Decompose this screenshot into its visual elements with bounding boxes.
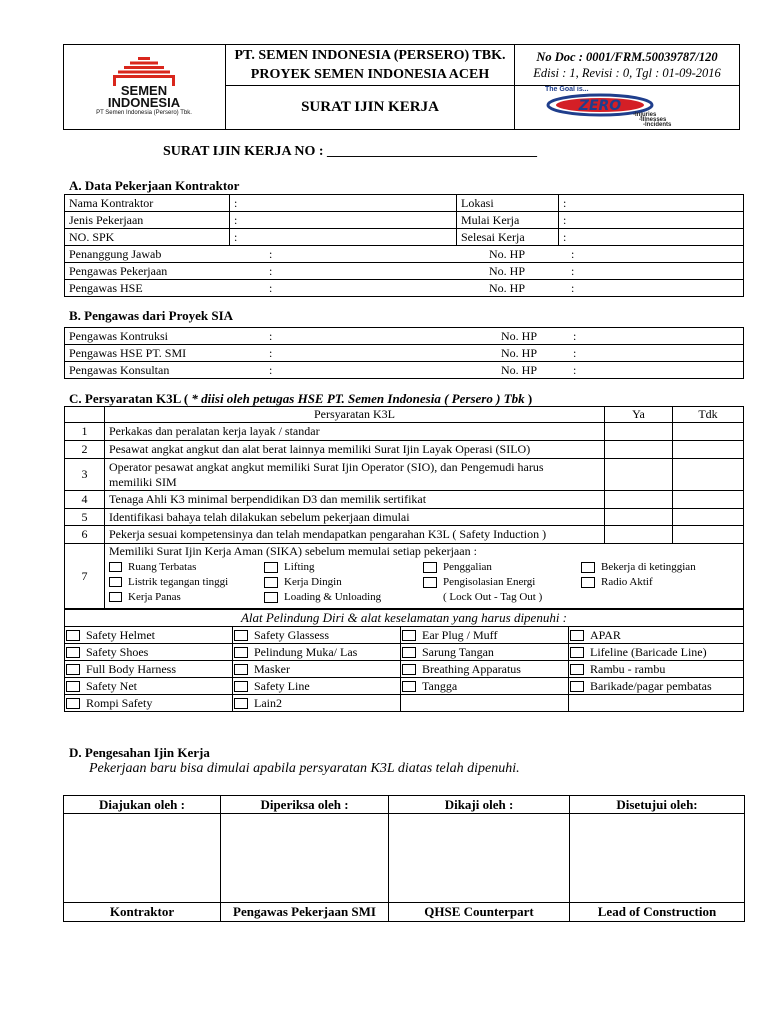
signature-box-qhse[interactable] [389,814,570,903]
approval-head-disetujui: Disetujui oleh: [570,796,745,814]
col-header-ya: Ya [605,407,673,423]
field-no-hp-hse[interactable]: : [571,280,575,295]
label-no-spk: NO. SPK [65,229,230,246]
option-lock-out-tag-out: ( Lock Out - Tag Out ) [443,591,543,603]
table-row [65,212,744,229]
label-pengawas-kontruksi: Pengawas Kontruksi [69,328,168,343]
table-row [65,362,744,379]
approval-head-diajukan: Diajukan oleh : [64,796,221,814]
section-c-table [64,406,744,610]
apd-full-body-harness[interactable]: Full Body Harness [65,661,233,678]
sika-col-2 [264,560,381,605]
check-ya[interactable] [605,459,673,491]
option-radio-aktif[interactable]: Radio Aktif [581,575,696,590]
apd-lain2[interactable]: Lain2 [233,695,401,712]
apd-rompi-safety[interactable]: Rompi Safety [65,695,233,712]
option-kerja-dingin[interactable]: Kerja Dingin [264,575,381,590]
check-ya[interactable] [605,509,673,526]
item-number: 1 [65,423,105,441]
field-nama-kontraktor[interactable]: : [230,195,457,212]
check-ya[interactable] [605,526,673,544]
item-number: 2 [65,441,105,459]
semen-indonesia-logo [64,45,225,129]
field-selesai-kerja[interactable]: : [559,229,744,246]
signature-row [64,814,745,903]
option-lifting[interactable]: Lifting [264,560,381,575]
approval-head-dikaji: Dikaji oleh : [389,796,570,814]
check-ya[interactable] [605,441,673,459]
item-text-line2: memiliki SIM [109,474,177,489]
label-no-hp-pj: No. HP [489,246,526,261]
checkbox[interactable] [109,577,122,587]
field-no-spk[interactable]: : [230,229,457,246]
permit-number-line[interactable]: SURAT IJIN KERJA NO : ______________________________ [163,144,538,159]
item-text-line1: Operator pesawat angkat angkut memiliki Surat Ijin Operator (SIO), dan Pengemudi harus [109,459,544,474]
table-row [65,509,744,526]
checkbox[interactable] [570,647,584,658]
label-no-hp-kontruksi: No. HP [501,328,538,343]
col-header-requirement: Persyaratan K3L [105,407,605,423]
section-b-table [64,327,744,379]
checkbox[interactable] [234,664,248,675]
company-name: PT. SEMEN INDONESIA (PERSERO) TBK. [234,48,506,64]
label-no-hp-hse: No. HP [489,280,526,295]
item-text: Pesawat angkat angkut dan alat berat lainnya memiliki Surat Ijin Layak Operasi (SILO) [105,441,605,459]
field-no-hp-pp[interactable]: : [571,263,575,278]
apd-title: Alat Pelindung Diri & alat keselamatan yang harus dipenuhi : [65,609,744,627]
company-logo-cell [64,45,226,130]
apd-safety-helmet[interactable]: Safety Helmet [65,627,233,644]
checkbox[interactable] [234,647,248,658]
table-header-row [65,407,744,423]
apd-ear-plug[interactable]: Ear Plug / Muff [401,627,569,644]
option-listrik-tegangan-tinggi[interactable]: Listrik tegangan tinggi [109,575,228,590]
table-row [65,526,744,544]
item-number: 3 [65,459,105,491]
signature-box-lead[interactable] [570,814,745,903]
checkbox[interactable] [402,647,416,658]
check-tdk[interactable] [673,423,744,441]
field-lokasi[interactable]: : [559,195,744,212]
field-no-hp-pj[interactable]: : [571,246,575,261]
table-row [65,263,744,280]
logo-wordmark [64,85,224,118]
approval-table [63,795,745,922]
check-tdk[interactable] [673,441,744,459]
item-number: 7 [65,544,105,610]
table-row [65,280,744,297]
apd-title-row [65,609,744,627]
checkbox[interactable] [234,630,248,641]
checkbox[interactable] [581,562,595,573]
field-pengawas-hse-smi[interactable]: : [269,345,273,360]
option-bekerja-ketinggian[interactable]: Bekerja di ketinggian [581,560,696,575]
apd-pelindung-muka[interactable]: Pelindung Muka/ Las [233,644,401,661]
doc-edition: Edisi : 1, Revisi : 0, Tgl : 01-09-2016 [533,66,721,81]
role-qhse-counterpart: QHSE Counterpart [389,903,570,922]
apd-sarung-tangan[interactable]: Sarung Tangan [401,644,569,661]
check-tdk[interactable] [673,509,744,526]
zero-items [633,113,671,128]
item-number: 4 [65,491,105,509]
label-lokasi: Lokasi [457,195,559,212]
table-row [65,441,744,459]
approval-role-row [64,903,745,922]
label-no-hp-pp: No. HP [489,263,526,278]
document-header [63,44,740,130]
section-a-title: A. Data Pekerjaan Kontraktor [69,178,240,193]
zero-item-injuries: -Injuries [633,112,657,119]
checkbox[interactable] [66,681,80,692]
section-c-title-note: * diisi oleh petugas HSE PT. Semen Indonesia ( Persero ) Tbk [191,391,525,406]
field-no-hp-kontruksi[interactable]: : [573,328,577,343]
table-row [65,459,744,491]
item-text: Tenaga Ahli K3 minimal berpendidikan D3 dan memilik sertifikat [105,491,605,509]
checkbox[interactable] [66,664,80,675]
check-tdk[interactable] [673,491,744,509]
checkbox[interactable] [402,681,416,692]
item-text: Pekerja sesuai kompetensinya dan telah mendapatkan pengarahan K3L ( Safety Induction ) [105,526,605,544]
label-pengawas-konsultan: Pengawas Konsultan [69,362,170,377]
checkbox[interactable] [402,630,416,641]
option-pengisolasian-energi[interactable]: Pengisolasian Energi [423,575,542,590]
apd-apar[interactable]: APAR [569,627,744,644]
table-row [65,195,744,212]
label-pengawas-hse: Pengawas HSE [69,280,143,295]
label-mulai-kerja: Mulai Kerja [457,212,559,229]
section-c-title [69,391,532,407]
apd-safety-shoes[interactable]: Safety Shoes [65,644,233,661]
header-doc-cell [515,45,740,86]
apd-safety-net[interactable]: Safety Net [65,678,233,695]
checkbox[interactable] [423,562,437,573]
approval-header-row [64,796,745,814]
table-row [65,423,744,441]
header-title-cell [226,45,515,86]
logo-text-indonesia: INDONESIA [107,95,181,110]
label-pengawas-pekerjaan: Pengawas Pekerjaan [69,263,168,278]
option-loading-unloading[interactable]: Loading & Unloading [264,590,381,605]
table-row [65,678,744,695]
option-kerja-panas[interactable]: Kerja Panas [109,590,228,605]
checkbox[interactable] [402,664,416,675]
checkbox[interactable] [109,592,122,602]
form-title: SURAT IJIN KERJA [226,86,515,130]
section-c-title-end: ) [524,391,533,406]
apd-safety-glassess[interactable]: Safety Glassess [233,627,401,644]
logo-text-semen: SEMEN [120,83,168,98]
field-pengawas-pekerjaan[interactable]: : [269,263,273,278]
field-jenis-pekerjaan[interactable]: : [230,212,457,229]
checkbox[interactable] [423,577,437,588]
item-text: Perkakas dan peralatan kerja layak / standar [105,423,605,441]
checkbox[interactable] [264,592,278,603]
checkbox[interactable] [264,577,278,588]
zero-goal-text: The Goal is... [545,86,589,94]
approval-head-diperiksa: Diperiksa oleh : [221,796,389,814]
section-b-title: B. Pengawas dari Proyek SIA [69,308,234,323]
apd-lifeline[interactable]: Lifeline (Baricade Line) [569,644,744,661]
doc-number: No Doc : 0001/FRM.50039787/120 [536,50,718,65]
role-lead-of-construction: Lead of Construction [570,903,745,922]
apd-tangga[interactable]: Tangga [401,678,569,695]
role-kontraktor: Kontraktor [64,903,221,922]
signature-box-pengawas[interactable] [221,814,389,903]
apd-rambu[interactable]: Rambu - rambu [569,661,744,678]
table-row [65,491,744,509]
zero-item-illnesses: -Illnesses [639,117,667,124]
col-header-tdk: Tdk [673,407,744,423]
field-no-hp-konsultan[interactable]: : [573,362,577,377]
checkbox[interactable] [234,698,248,709]
table-row [65,345,744,362]
section-c-title-main: C. Persyaratan K3L ( [69,391,192,406]
table-row [65,627,744,644]
item-number: 6 [65,526,105,544]
check-ya[interactable] [605,491,673,509]
checkbox[interactable] [570,681,584,692]
logo-subtitle: PT Semen Indonesia (Persero) Tbk. [96,110,192,116]
option-penggalian[interactable]: Penggalian [423,560,542,575]
zero-word: ZERO [578,98,622,115]
section-d-note: Pekerjaan baru bisa dimulai apabila persyaratan K3L diatas telah dipenuhi. [89,761,520,776]
checkbox[interactable] [66,698,80,709]
apd-barikade[interactable]: Barikade/pagar pembatas [569,678,744,695]
checkbox[interactable] [570,630,584,641]
label-penanggung-jawab: Penanggung Jawab [69,246,162,261]
check-tdk[interactable] [673,526,744,544]
checkbox[interactable] [234,681,248,692]
item-text: Identifikasi bahaya telah dilakukan sebelum pekerjaan dimulai [105,509,605,526]
checkbox[interactable] [570,664,584,675]
checkbox[interactable] [264,562,278,573]
checkbox[interactable] [581,577,595,588]
table-row [65,229,744,246]
project-name: PROYEK SEMEN INDONESIA ACEH [250,67,490,83]
sika-col-4 [581,560,696,590]
table-row [65,695,744,712]
zero-logo-cell [515,86,740,130]
signature-box-kontraktor[interactable] [64,814,221,903]
field-no-hp-hse-smi[interactable]: : [573,345,577,360]
item-text [105,459,605,491]
field-pengawas-hse[interactable]: : [269,280,273,295]
label-jenis-pekerjaan: Jenis Pekerjaan [65,212,230,229]
sika-options-cell [105,544,744,610]
zero-item-incidents: -Incidents [643,122,672,129]
label-selesai-kerja: Selesai Kerja [457,229,559,246]
field-penanggung-jawab[interactable]: : [269,246,273,261]
section-a-table-bottom [64,245,744,297]
apd-safety-line[interactable]: Safety Line [233,678,401,695]
table-row-sika [65,544,744,610]
label-no-hp-hse-smi: No. HP [501,345,538,360]
apd-masker[interactable]: Masker [233,661,401,678]
check-tdk[interactable] [673,459,744,491]
item-text: Memiliki Surat Ijin Kerja Aman (SIKA) sebelum memulai setiap pekerjaan : [109,544,477,558]
label-nama-kontraktor: Nama Kontraktor [65,195,230,212]
check-ya[interactable] [605,423,673,441]
field-mulai-kerja[interactable]: : [559,212,744,229]
item-number: 5 [65,509,105,526]
field-pengawas-konsultan[interactable]: : [269,362,273,377]
table-row [65,328,744,345]
role-pengawas-pekerjaan-smi: Pengawas Pekerjaan SMI [221,903,389,922]
sika-col-1 [109,560,228,605]
apd-breathing-apparatus[interactable]: Breathing Apparatus [401,661,569,678]
section-d-title: D. Pengesahan Ijin Kerja [69,745,210,760]
sika-col-3 [423,560,542,605]
checkbox[interactable] [66,647,80,658]
table-row [65,644,744,661]
apd-table [64,608,744,712]
zero-goal-logo [515,87,739,128]
label-no-hp-konsultan: No. HP [501,362,538,377]
table-row [65,661,744,678]
table-row [65,246,744,263]
checkbox[interactable] [109,562,122,572]
section-a-table-top [64,194,744,246]
option-ruang-terbatas[interactable]: Ruang Terbatas [109,560,228,575]
field-pengawas-kontruksi[interactable]: : [269,328,273,343]
checkbox[interactable] [66,630,80,641]
label-pengawas-hse-smi: Pengawas HSE PT. SMI [69,345,187,360]
